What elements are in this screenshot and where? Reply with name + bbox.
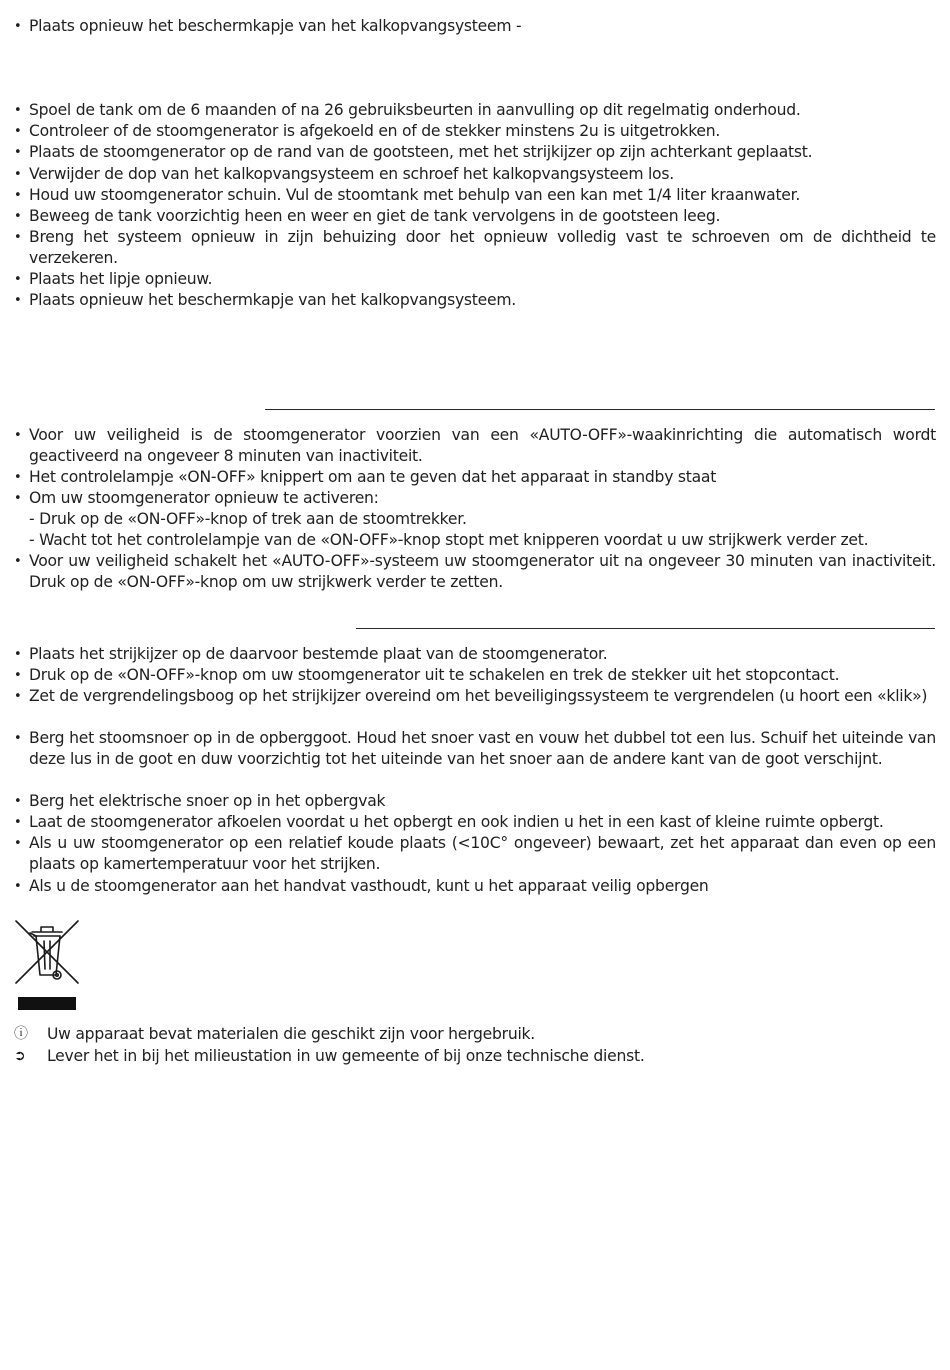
- sub-item-text: - Druk op de «ON-OFF»-knop of trek aan de stoomtrekker.: [29, 510, 467, 528]
- arrow-note: [14, 1046, 645, 1067]
- list-item-text: Houd uw stoomgenerator schuin. Vul de stoomtank met behulp van een kan met 1/4 liter kraanwater.: [29, 186, 801, 204]
- list-item-text: Berg het elektrische snoer op in het opbergvak: [29, 792, 386, 810]
- list-item: [14, 686, 936, 707]
- bullet: •: [14, 428, 22, 443]
- bullet: •: [14, 836, 22, 851]
- list-item: [14, 185, 936, 206]
- bullet: •: [14, 124, 22, 139]
- bullet: •: [14, 470, 22, 485]
- list-item: [14, 665, 936, 686]
- list-item: [14, 876, 936, 897]
- list-item-text: Druk op de «ON-OFF»-knop om uw stoomgenerator uit te schakelen en trek de stekker uit het stopcontact.: [29, 666, 840, 684]
- list-item: [14, 488, 936, 509]
- list-item-text: Voor uw veiligheid schakelt het «AUTO-OFF»-systeem uw stoomgenerator uit na ongeveer 30 minuten van inactiviteit. Druk op de «ON-OFF»-knop om uw strijkwerk verder te zetten.: [29, 552, 936, 591]
- sub-item-text: - Wacht tot het controlelampje van de «ON-OFF»-knop stopt met knipperen voordat u uw strijkwerk verder zet.: [29, 531, 869, 549]
- list-item-text: Plaats opnieuw het beschermkapje van het kalkopvangsysteem.: [29, 291, 516, 309]
- list-item-text: Zet de vergrendelingsboog op het strijkijzer overeind om het beveiligingssysteem te vergrendelen (u hoort een «klik»): [29, 687, 928, 705]
- bullet: •: [14, 272, 22, 287]
- bullet: •: [14, 103, 22, 118]
- bullet: •: [14, 209, 22, 224]
- bullet: •: [14, 794, 22, 809]
- bullet: •: [14, 230, 22, 245]
- arrow-right-icon: ➲: [14, 1048, 26, 1064]
- bullet: •: [14, 19, 22, 34]
- bullet: •: [14, 554, 22, 569]
- bullet: •: [14, 879, 22, 894]
- list-item-text: Het controlelampje «ON-OFF» knippert om aan te geven dat het apparaat in standby staat: [29, 468, 717, 486]
- list-item: [14, 728, 936, 770]
- list-item: [14, 227, 936, 269]
- list-item: [14, 290, 936, 311]
- list-item: [14, 551, 936, 593]
- list-item-text: Beweeg de tank voorzichtig heen en weer en giet de tank vervolgens in de gootsteen leeg.: [29, 207, 721, 225]
- list-item: [14, 812, 936, 833]
- list-item-text: Als u uw stoomgenerator op een relatief koude plaats (<10C° ongeveer) bewaart, zet het apparaat dan even op een plaats op kamertemperatuur voor het strijken.: [29, 834, 936, 873]
- info-note-text: Uw apparaat bevat materialen die geschikt zijn voor hergebruik.: [47, 1025, 536, 1043]
- info-icon: ⓘ: [14, 1026, 28, 1042]
- list-item-text: Voor uw veiligheid is de stoomgenerator voorzien van een «AUTO-OFF»-waakinrichting die automatisch wordt geactiveerd na ongeveer 8 minuten van inactiviteit.: [29, 426, 936, 465]
- list-item-text: Verwijder de dop van het kalkopvangsysteem en schroef het kalkopvangsysteem los.: [29, 165, 674, 183]
- info-note: [14, 1024, 535, 1045]
- list-item: [14, 206, 936, 227]
- list-item: [14, 791, 936, 812]
- section-divider: [356, 628, 935, 629]
- bullet: •: [14, 293, 22, 308]
- section-divider: [265, 409, 935, 410]
- list-item: [14, 142, 936, 163]
- bullet: •: [14, 815, 22, 830]
- list-item: [14, 425, 936, 467]
- bullet: •: [14, 731, 22, 746]
- list-item: [14, 467, 936, 488]
- list-item: [14, 121, 936, 142]
- list-item-text: Controleer of de stoomgenerator is afgekoeld en of de stekker minstens 2u is uitgetrokken.: [29, 122, 721, 140]
- bullet: •: [14, 167, 22, 182]
- bullet: •: [14, 145, 22, 160]
- list-item-text: Als u de stoomgenerator aan het handvat vasthoudt, kunt u het apparaat veilig opbergen: [29, 877, 709, 895]
- bullet: •: [14, 668, 22, 683]
- bullet: •: [14, 689, 22, 704]
- list-item-text: Laat de stoomgenerator afkoelen voordat u het opbergt en ook indien u het in een kast of kleine ruimte opbergt.: [29, 813, 884, 831]
- list-item: [14, 833, 936, 875]
- bullet: •: [14, 647, 22, 662]
- list-item-text: Plaats het strijkijzer op de daarvoor bestemde plaat van de stoomgenerator.: [29, 645, 608, 663]
- list-item: [14, 269, 936, 290]
- bullet: •: [14, 188, 22, 203]
- weee-crossed-bin-icon: [12, 917, 82, 1013]
- list-item: [14, 164, 936, 185]
- list-item-text: Plaats de stoomgenerator op de rand van de gootsteen, met het strijkijzer op zijn achterkant geplaatst.: [29, 143, 813, 161]
- list-item: [14, 16, 936, 37]
- list-item: [14, 100, 936, 121]
- list-item: [14, 644, 936, 665]
- bullet: •: [14, 491, 22, 506]
- list-item-text: Plaats het lipje opnieuw.: [29, 270, 213, 288]
- list-item-text: Om uw stoomgenerator opnieuw te activeren:: [29, 489, 379, 507]
- list-item-text: Breng het systeem opnieuw in zijn behuizing door het opnieuw volledig vast te schroeven om de dichtheid te verzekeren.: [29, 228, 936, 267]
- list-item-text: Spoel de tank om de 6 maanden of na 26 gebruiksbeurten in aanvulling op dit regelmatig onderhoud.: [29, 101, 801, 119]
- list-item-text: Berg het stoomsnoer op in de opberggoot. Houd het snoer vast en vouw het dubbel tot een lus. Schuif het uiteinde van deze lus in de goot en duw voorzichtig tot het uiteinde van het snoer aan de andere kant van de goot verschijnt.: [29, 729, 936, 768]
- list-item-text: Plaats opnieuw het beschermkapje van het kalkopvangsysteem -: [29, 17, 522, 35]
- arrow-note-text: Lever het in bij het milieustation in uw gemeente of bij onze technische dienst.: [47, 1047, 645, 1065]
